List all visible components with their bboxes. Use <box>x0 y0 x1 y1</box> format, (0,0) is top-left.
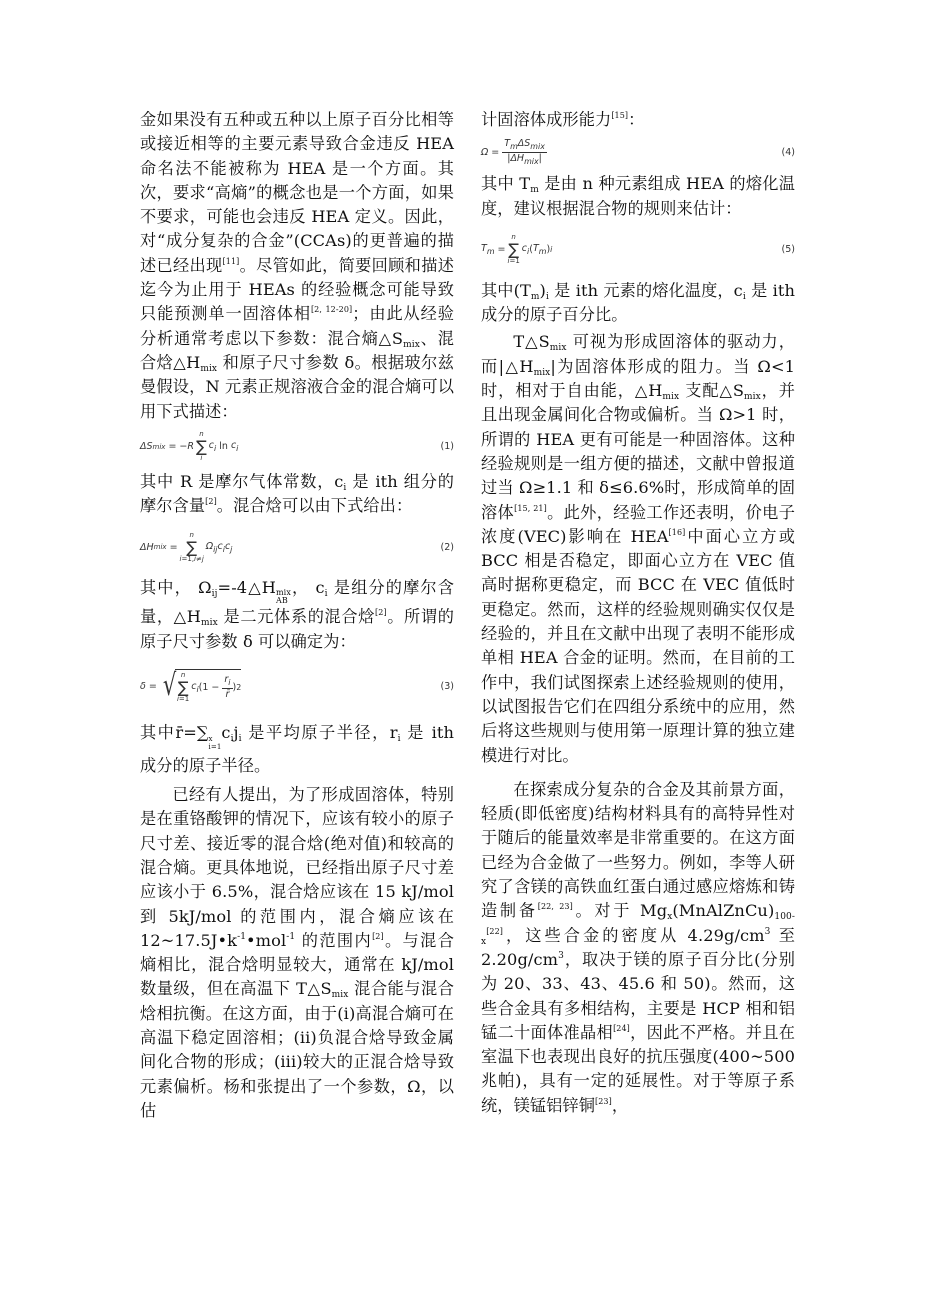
paragraph: 已经有人提出，为了形成固溶体，特别是在重铬酸钾的情况下，应该有较小的原子尺寸差、接近零的混合焓(绝对值)和较高的混合熵。更具体地说，已经指出原子尺寸差应该小于 6.5%，混合焓应该在 15 kJ/mol 到 5kJ/mol 的范围内，混合熵应该在 $12\sim 17.5J•k^{-1}•mol^{-1}$ 的范围内[2]。与混合熵相比，混合焓明显较大，通常在 kJ/mol 数量级，但在高温下 $T\triangle S_{mix}$ 混合能与混合焓相抗衡。在这方面，由于(i)高混合熵可在高温下稳定固溶相；(ii)负混合焓导致金属间化合物的形成；(iii)较大的正混合焓导致元素偏析。杨和张提出了一个参数，Ω，以估 <box>140 785 454 1120</box>
left-column <box>140 108 454 1123</box>
paragraph: 其中$(T_m)_i$ 是 ith 元素的熔化温度，$c_i$ 是 ith 成分的原子百分比。 <box>481 280 796 325</box>
paragraph: 计固溶体成形能力[15]： <box>481 110 645 129</box>
paragraph: $T\triangle S_{mix}$ 可视为形成固溶体的驱动力，而$|\triangle H_{mix}|$为固溶体形成的阻力。当 Ω<1 时，相对于自由能，$\triangle H_{mix}$ 支配$\triangle S_{mix}$，并且出现金属间化合物或偏析。当 Ω>1 时，所谓的 HEA 更有可能是一种固溶体。这种经验规则是一组方便的描述，文献中曾报道过当 Ω≥1.1 和 δ≤6.6%时，形成简单的固溶体[15, 21]。此外，经验工作还表明，价电子浓度(VEC)影响在 HEA[16]中面心立方或 BCC 相是否稳定，即面心立方在 VEC 值高时据称更稳定，而 BCC 在 VEC 值低时更稳定。然而，这样的经验规则确实仅仅是经验的，并且在文献中出现了表明不能形成单相 HEA 合金的证明。然而，在目前的工作中，我们试图探索上述经验规则的使用，以试图报告它们在四组分系统中的应用，然后将这些规则与使用第一原理计算的独立建模进行对比。 <box>481 332 796 765</box>
paragraph: 其中 $T_m$ 是由 n 种元素组成 HEA 的熔化温度，建议根据混合物的规则来估计： <box>481 174 795 218</box>
equation-3: δ = √ n ∑ i=1 $c_i$ (1 − $\frac{r_i}{r̄}$ ) 2 (3) <box>140 668 454 704</box>
right-column <box>481 108 795 1118</box>
equation-2: ΔH mix = n ∑ i=1,i≠j $\Omega_{ij}c_ic_j$ (2) <box>140 530 454 563</box>
paragraph: 其中r̄=∑ x i=1 $c_ij_i$ 是平均原子半径，$r_i$ 是 ith 成分的原子半径。 <box>140 723 455 776</box>
paragraph: 在探索成分复杂的合金及其前景方面，轻质(即低密度)结构材料具有的高特异性对于随后的能量效率是非常重要的。在这方面已经为合金做了一些努力。例如，李等人研究了含镁的高铁血红蛋白通过感应熔炼和铸造制备[22, 23]。对于 $Mg_x(MnAlZnCu)_{100-x}[22]$，这些合金的密度从 $4.29g/cm^3$ 至 $2.20g/cm^3$，取决于镁的原子百分比(分别为 20、33、43、45.6 和 50)。然而，这些合金具有多相结构，主要是 HCP 相和铝锰二十面体准晶相[24]，因此不严格。并且在室温下也表现出良好的抗压强度(400~500 兆帕)，具有一定的延展性。对于等原子系统，镁锰铝锌铜[23]， <box>481 779 795 1115</box>
paragraph: 其中， $\Omega_{ij}=-4\triangle H$ mix AB ， $c_i$ 是组分的摩尔含量，$\triangle H_{mix}$ 是二元体系的混合焓[2]。所谓的原子尺寸参数 δ 可以确定为： <box>140 578 454 651</box>
paragraph: 金如果没有五种或五种以上原子百分比相等或接近相等的主要元素导致合金违反 HEA 命名法不能被称为 HEA 是一个方面。其次，要求“高熵”的概念也是一个方面，如果不要求，可能也会违反 HEA 定义。因此，对“成分复杂的合金”(CCAs)的更普遍的描述已经出现[11]。尽管如此，简要回顾和描述迄今为止用于 HEAs 的经验概念可能导致只能预测单一固溶体相[2, 12-20]；由此从经验分析通常考虑以下参数：混合熵$\triangle S_{mix}$、混合焓$\triangle H_{mix}$ 和原子尺寸参数 δ。根据玻尔兹曼假设，N 元素正规溶液合金的混合熵可以用下式描述： <box>140 110 455 421</box>
equation-5: $T_m$ = n ∑ i=1 $c_i$ ( $T_m$ ) i (5) <box>481 233 795 266</box>
equation-1: ΔS mix = − R n ∑ i $c_i$ ln $c_i$ (1) <box>140 430 454 463</box>
equation-4: Ω = $\frac{T_m\Delta S_{mix}}{|\Delta H_{mix}|}$ (4) <box>481 137 795 166</box>
paragraph: 其中 R 是摩尔气体常数，$c_i$ 是 ith 组分的摩尔含量[2]。混合焓可以由下式给出： <box>140 471 454 516</box>
